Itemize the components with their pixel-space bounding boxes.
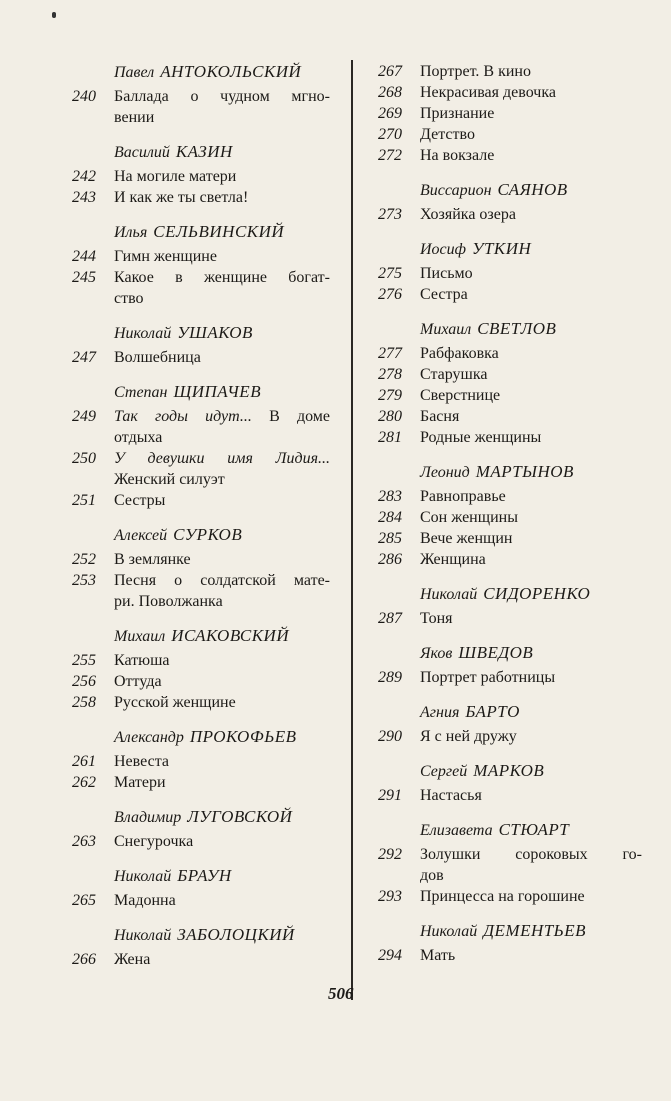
author-first-name: Михаил (114, 628, 166, 645)
entry-title (114, 166, 330, 187)
page-ref: 252 (72, 551, 96, 568)
title-segment: Вече женщин (420, 530, 513, 547)
title-line (114, 549, 330, 570)
title-segment: Старушка (420, 366, 488, 383)
author-first-name: Елизавета (420, 822, 493, 839)
entry-title (114, 890, 330, 911)
page-ref: 249 (72, 408, 96, 425)
title-segment: И как же ты светла! (114, 189, 249, 206)
title-segment: Матери (114, 774, 166, 791)
entry-title (114, 549, 330, 570)
entry-title (420, 82, 642, 103)
title-segment: В доме (251, 408, 331, 425)
author-first-name: Василий (114, 144, 170, 161)
contents-entry (366, 385, 642, 406)
author-heading (60, 924, 330, 946)
contents-entry (60, 448, 330, 490)
title-segment: Рабфаковка (420, 345, 499, 362)
title-line (420, 406, 642, 427)
author-surname: ПРОКОФЬЕВ (189, 727, 297, 746)
page-ref: 272 (378, 147, 402, 164)
author-surname: СИДОРЕНКО (483, 584, 591, 603)
title-line (420, 61, 642, 82)
title-segment: В землянке (114, 551, 191, 568)
page-ref: 247 (72, 349, 96, 366)
title-segment: Сестры (114, 492, 166, 509)
contents-entry (60, 267, 330, 309)
author-first-name: Алексей (114, 527, 168, 544)
entry-title (114, 570, 330, 612)
title-line (114, 751, 330, 772)
entry-title (420, 549, 642, 570)
entry-title (114, 490, 330, 511)
contents-entry (60, 831, 330, 852)
title-segment: Так годы идут... (114, 408, 252, 425)
title-line (420, 385, 642, 406)
title-line (420, 263, 642, 284)
page-number: 506 (328, 984, 354, 1003)
title-line (114, 490, 330, 511)
page-ref: 279 (378, 387, 402, 404)
title-line (420, 284, 642, 305)
page-ref: 265 (72, 892, 96, 909)
title-line (114, 831, 330, 852)
title-segment: Некрасивая девочка (420, 84, 556, 101)
title-line (420, 785, 642, 806)
contents-entry (60, 490, 330, 511)
entry-title (420, 364, 642, 385)
title-segment: Снегурочка (114, 833, 194, 850)
author-first-name: Николай (114, 868, 172, 885)
author-surname: СЕЛЬВИНСКИЙ (153, 222, 285, 241)
entry-title (114, 692, 330, 713)
title-segment: Оттуда (114, 673, 162, 690)
page-ref: 290 (378, 728, 402, 745)
author-first-name: Павел (114, 64, 155, 81)
page-ref: 269 (378, 105, 402, 122)
author-surname: ШВЕДОВ (458, 643, 534, 662)
page-ref: 242 (72, 168, 96, 185)
author-heading (366, 760, 642, 782)
title-segment: Родные женщины (420, 429, 542, 446)
title-line (114, 427, 330, 448)
title-line (420, 507, 642, 528)
right-column (366, 61, 642, 966)
title-segment: Жена (114, 951, 151, 968)
entry-title (420, 608, 642, 629)
title-segment: Сверстнице (420, 387, 501, 404)
author-surname: ДЕМЕНТЬЕВ (483, 921, 586, 940)
title-segment: Баллада о чудном мгно- (114, 88, 330, 105)
title-line (114, 166, 330, 187)
title-segment: Мать (420, 947, 456, 964)
title-line (420, 427, 642, 448)
author-surname: БАРТО (465, 702, 520, 721)
page-ref: 273 (378, 206, 402, 223)
page-ref: 281 (378, 429, 402, 446)
title-line (420, 844, 642, 865)
author-first-name: Яков (420, 645, 453, 662)
print-speck (52, 12, 56, 18)
entry-title (420, 61, 642, 82)
author-heading (60, 726, 330, 748)
contents-entry (60, 406, 330, 448)
title-line (420, 667, 642, 688)
entry-title (420, 486, 642, 507)
title-line (420, 364, 642, 385)
contents-entry (60, 650, 330, 671)
entry-title (114, 187, 330, 208)
author-surname: БРАУН (177, 866, 232, 885)
entry-title (420, 528, 642, 549)
author-first-name: Илья (114, 224, 148, 241)
author-surname: МАРТЫНОВ (475, 462, 574, 481)
contents-entry (366, 667, 642, 688)
contents-entry (366, 549, 642, 570)
contents-entry (366, 284, 642, 305)
entry-title (114, 831, 330, 852)
entry-title (420, 103, 642, 124)
page-ref: 277 (378, 345, 402, 362)
entry-title (420, 145, 642, 166)
title-line (420, 945, 642, 966)
page-ref: 286 (378, 551, 402, 568)
author-heading (60, 865, 330, 887)
title-line (114, 246, 330, 267)
author-heading (366, 701, 642, 723)
author-first-name: Агния (420, 704, 460, 721)
contents-entry (366, 427, 642, 448)
title-segment: Волшебница (114, 349, 201, 366)
author-surname: СТЮАРТ (498, 820, 570, 839)
contents-entry (60, 246, 330, 267)
title-line (114, 406, 330, 427)
author-first-name: Сергей (420, 763, 468, 780)
author-surname: ЩИПАЧЕВ (173, 382, 262, 401)
contents-entry (60, 549, 330, 570)
entry-title (114, 448, 330, 490)
title-segment: Тоня (420, 610, 453, 627)
author-heading (366, 461, 642, 483)
contents-entry (366, 406, 642, 427)
page-ref: 275 (378, 265, 402, 282)
title-line (420, 204, 642, 225)
contents-entry (366, 486, 642, 507)
contents-entry (60, 949, 330, 970)
contents-entry (60, 692, 330, 713)
author-surname: СВЕТЛОВ (477, 319, 557, 338)
author-heading (60, 625, 330, 647)
contents-entry (366, 82, 642, 103)
entry-title (114, 246, 330, 267)
title-line (114, 288, 330, 309)
contents-entry (366, 528, 642, 549)
contents-entry (366, 726, 642, 747)
page-ref: 283 (378, 488, 402, 505)
entry-title (420, 343, 642, 364)
title-segment: Басня (420, 408, 460, 425)
page-ref: 285 (378, 530, 402, 547)
author-surname: УШАКОВ (177, 323, 253, 342)
author-surname: САЯНОВ (497, 180, 568, 199)
page-ref: 289 (378, 669, 402, 686)
entry-title (420, 263, 642, 284)
contents-entry (366, 945, 642, 966)
author-heading (366, 920, 642, 942)
entry-title (420, 785, 642, 806)
page-ref: 293 (378, 888, 402, 905)
title-segment: Русской женщине (114, 694, 236, 711)
title-segment: Портрет. В кино (420, 63, 531, 80)
title-segment: Женский силуэт (114, 471, 225, 488)
title-segment: Женщина (420, 551, 486, 568)
contents-entry (60, 671, 330, 692)
page-ref: 250 (72, 450, 96, 467)
title-segment: Мадонна (114, 892, 176, 909)
title-segment: Хозяйка озера (420, 206, 516, 223)
page-ref: 278 (378, 366, 402, 383)
author-first-name: Николай (114, 927, 172, 944)
page-ref: 291 (378, 787, 402, 804)
title-segment: Сестра (420, 286, 468, 303)
contents-entry (60, 166, 330, 187)
title-segment: ри. Поволжанка (114, 593, 223, 610)
author-first-name: Владимир (114, 809, 182, 826)
author-heading (366, 238, 642, 260)
title-segment: Я с ней дружу (420, 728, 517, 745)
author-first-name: Николай (420, 923, 478, 940)
title-line (420, 528, 642, 549)
entry-title (420, 886, 642, 907)
author-first-name: Леонид (420, 464, 470, 481)
page-ref: 240 (72, 88, 96, 105)
title-segment: вении (114, 109, 155, 126)
title-segment: отдыха (114, 429, 163, 446)
contents-entry (366, 608, 642, 629)
contents-entry (366, 343, 642, 364)
author-surname: СУРКОВ (173, 525, 243, 544)
title-segment: ство (114, 290, 144, 307)
title-segment: У девушки имя Лидия... (114, 450, 330, 467)
contents-entry (366, 507, 642, 528)
page-ref: 292 (378, 846, 402, 863)
title-line (420, 608, 642, 629)
contents-entry (366, 886, 642, 907)
title-line (114, 86, 330, 107)
title-line (420, 726, 642, 747)
title-line (114, 890, 330, 911)
page-ref: 244 (72, 248, 96, 265)
title-segment: На могиле матери (114, 168, 237, 185)
page-ref: 258 (72, 694, 96, 711)
entry-title (420, 945, 642, 966)
page-ref: 266 (72, 951, 96, 968)
left-column (60, 61, 330, 970)
entry-title (420, 427, 642, 448)
title-line (114, 448, 330, 469)
title-line (114, 949, 330, 970)
contents-entry (60, 187, 330, 208)
contents-entry (366, 785, 642, 806)
author-first-name: Николай (114, 325, 172, 342)
page-ref: 253 (72, 572, 96, 589)
entry-title (114, 671, 330, 692)
author-heading (60, 221, 330, 243)
author-heading (366, 179, 642, 201)
title-segment: На вокзале (420, 147, 495, 164)
author-heading (60, 141, 330, 163)
author-surname: МАРКОВ (473, 761, 545, 780)
title-segment: Какое в женщине богат- (114, 269, 330, 286)
title-line (114, 570, 330, 591)
entry-title (114, 949, 330, 970)
entry-title (114, 650, 330, 671)
author-first-name: Виссарион (420, 182, 492, 199)
entry-title (420, 284, 642, 305)
title-segment: дов (420, 867, 444, 884)
title-line (114, 347, 330, 368)
entry-title (114, 772, 330, 793)
author-first-name: Степан (114, 384, 168, 401)
entry-title (420, 406, 642, 427)
page-ref: 251 (72, 492, 96, 509)
contents-entry (366, 204, 642, 225)
entry-title (114, 751, 330, 772)
title-line (114, 469, 330, 490)
author-first-name: Иосиф (420, 241, 467, 258)
title-line (114, 187, 330, 208)
author-surname: УТКИН (472, 239, 532, 258)
author-surname: ЗАБОЛОЦКИЙ (177, 925, 295, 944)
title-line (420, 103, 642, 124)
author-heading (60, 381, 330, 403)
contents-entry (366, 124, 642, 145)
title-line (420, 486, 642, 507)
author-first-name: Михаил (420, 321, 472, 338)
entry-title (420, 204, 642, 225)
author-heading (60, 322, 330, 344)
title-line (114, 591, 330, 612)
author-heading (60, 524, 330, 546)
title-segment: Настасья (420, 787, 482, 804)
title-line (114, 650, 330, 671)
contents-entry (366, 145, 642, 166)
contents-entry (366, 103, 642, 124)
contents-entry (366, 263, 642, 284)
title-segment: Признание (420, 105, 495, 122)
page-ref: 270 (378, 126, 402, 143)
title-segment: Равноправье (420, 488, 506, 505)
contents-entry (366, 364, 642, 385)
title-segment: Сон женщины (420, 509, 518, 526)
contents-entry (60, 772, 330, 793)
entry-title (114, 267, 330, 309)
page-ref: 256 (72, 673, 96, 690)
title-segment: Золушки сороковых го- (420, 846, 642, 863)
page-ref: 262 (72, 774, 96, 791)
title-segment: Катюша (114, 652, 170, 669)
page-ref: 276 (378, 286, 402, 303)
title-line (420, 145, 642, 166)
title-segment: Песня о солдатской мате- (114, 572, 330, 589)
entry-title (420, 124, 642, 145)
title-segment: Детство (420, 126, 475, 143)
entry-title (420, 726, 642, 747)
page-ref: 255 (72, 652, 96, 669)
author-heading (366, 318, 642, 340)
author-surname: АНТОКОЛЬСКИЙ (160, 62, 302, 81)
title-line (114, 772, 330, 793)
page-ref: 263 (72, 833, 96, 850)
author-surname: ИСАКОВСКИЙ (171, 626, 290, 645)
author-first-name: Николай (420, 586, 478, 603)
title-segment: Принцесса на горошине (420, 888, 585, 905)
title-segment: Письмо (420, 265, 473, 282)
title-line (420, 343, 642, 364)
title-line (420, 124, 642, 145)
title-line (114, 267, 330, 288)
entry-title (114, 86, 330, 128)
page-ref: 261 (72, 753, 96, 770)
title-line (114, 671, 330, 692)
author-surname: ЛУГОВСКОЙ (187, 807, 293, 826)
contents-entry (60, 570, 330, 612)
entry-title (420, 844, 642, 886)
author-heading (366, 642, 642, 664)
page-ref: 245 (72, 269, 96, 286)
page-ref: 287 (378, 610, 402, 627)
page-ref: 280 (378, 408, 402, 425)
title-line (420, 82, 642, 103)
title-segment: Невеста (114, 753, 170, 770)
title-line (420, 865, 642, 886)
title-line (114, 107, 330, 128)
contents-entry (366, 61, 642, 82)
author-heading (366, 819, 642, 841)
entry-title (420, 507, 642, 528)
author-first-name: Александр (114, 729, 184, 746)
entry-title (114, 347, 330, 368)
page-ref: 284 (378, 509, 402, 526)
contents-entry (366, 844, 642, 886)
contents-entry (60, 751, 330, 772)
title-segment: Гимн женщине (114, 248, 217, 265)
title-line (420, 549, 642, 570)
entry-title (420, 385, 642, 406)
title-line (420, 886, 642, 907)
column-divider (351, 60, 353, 1000)
title-segment: Портрет работницы (420, 669, 556, 686)
page-ref: 294 (378, 947, 402, 964)
contents-entry (60, 890, 330, 911)
entry-title (420, 667, 642, 688)
title-line (114, 692, 330, 713)
author-heading (60, 806, 330, 828)
page-ref: 268 (378, 84, 402, 101)
author-surname: КАЗИН (175, 142, 233, 161)
author-heading (60, 61, 330, 83)
entry-title (114, 406, 330, 448)
page-ref: 267 (378, 63, 402, 80)
page-ref: 243 (72, 189, 96, 206)
contents-entry (60, 86, 330, 128)
author-heading (366, 583, 642, 605)
contents-entry (60, 347, 330, 368)
